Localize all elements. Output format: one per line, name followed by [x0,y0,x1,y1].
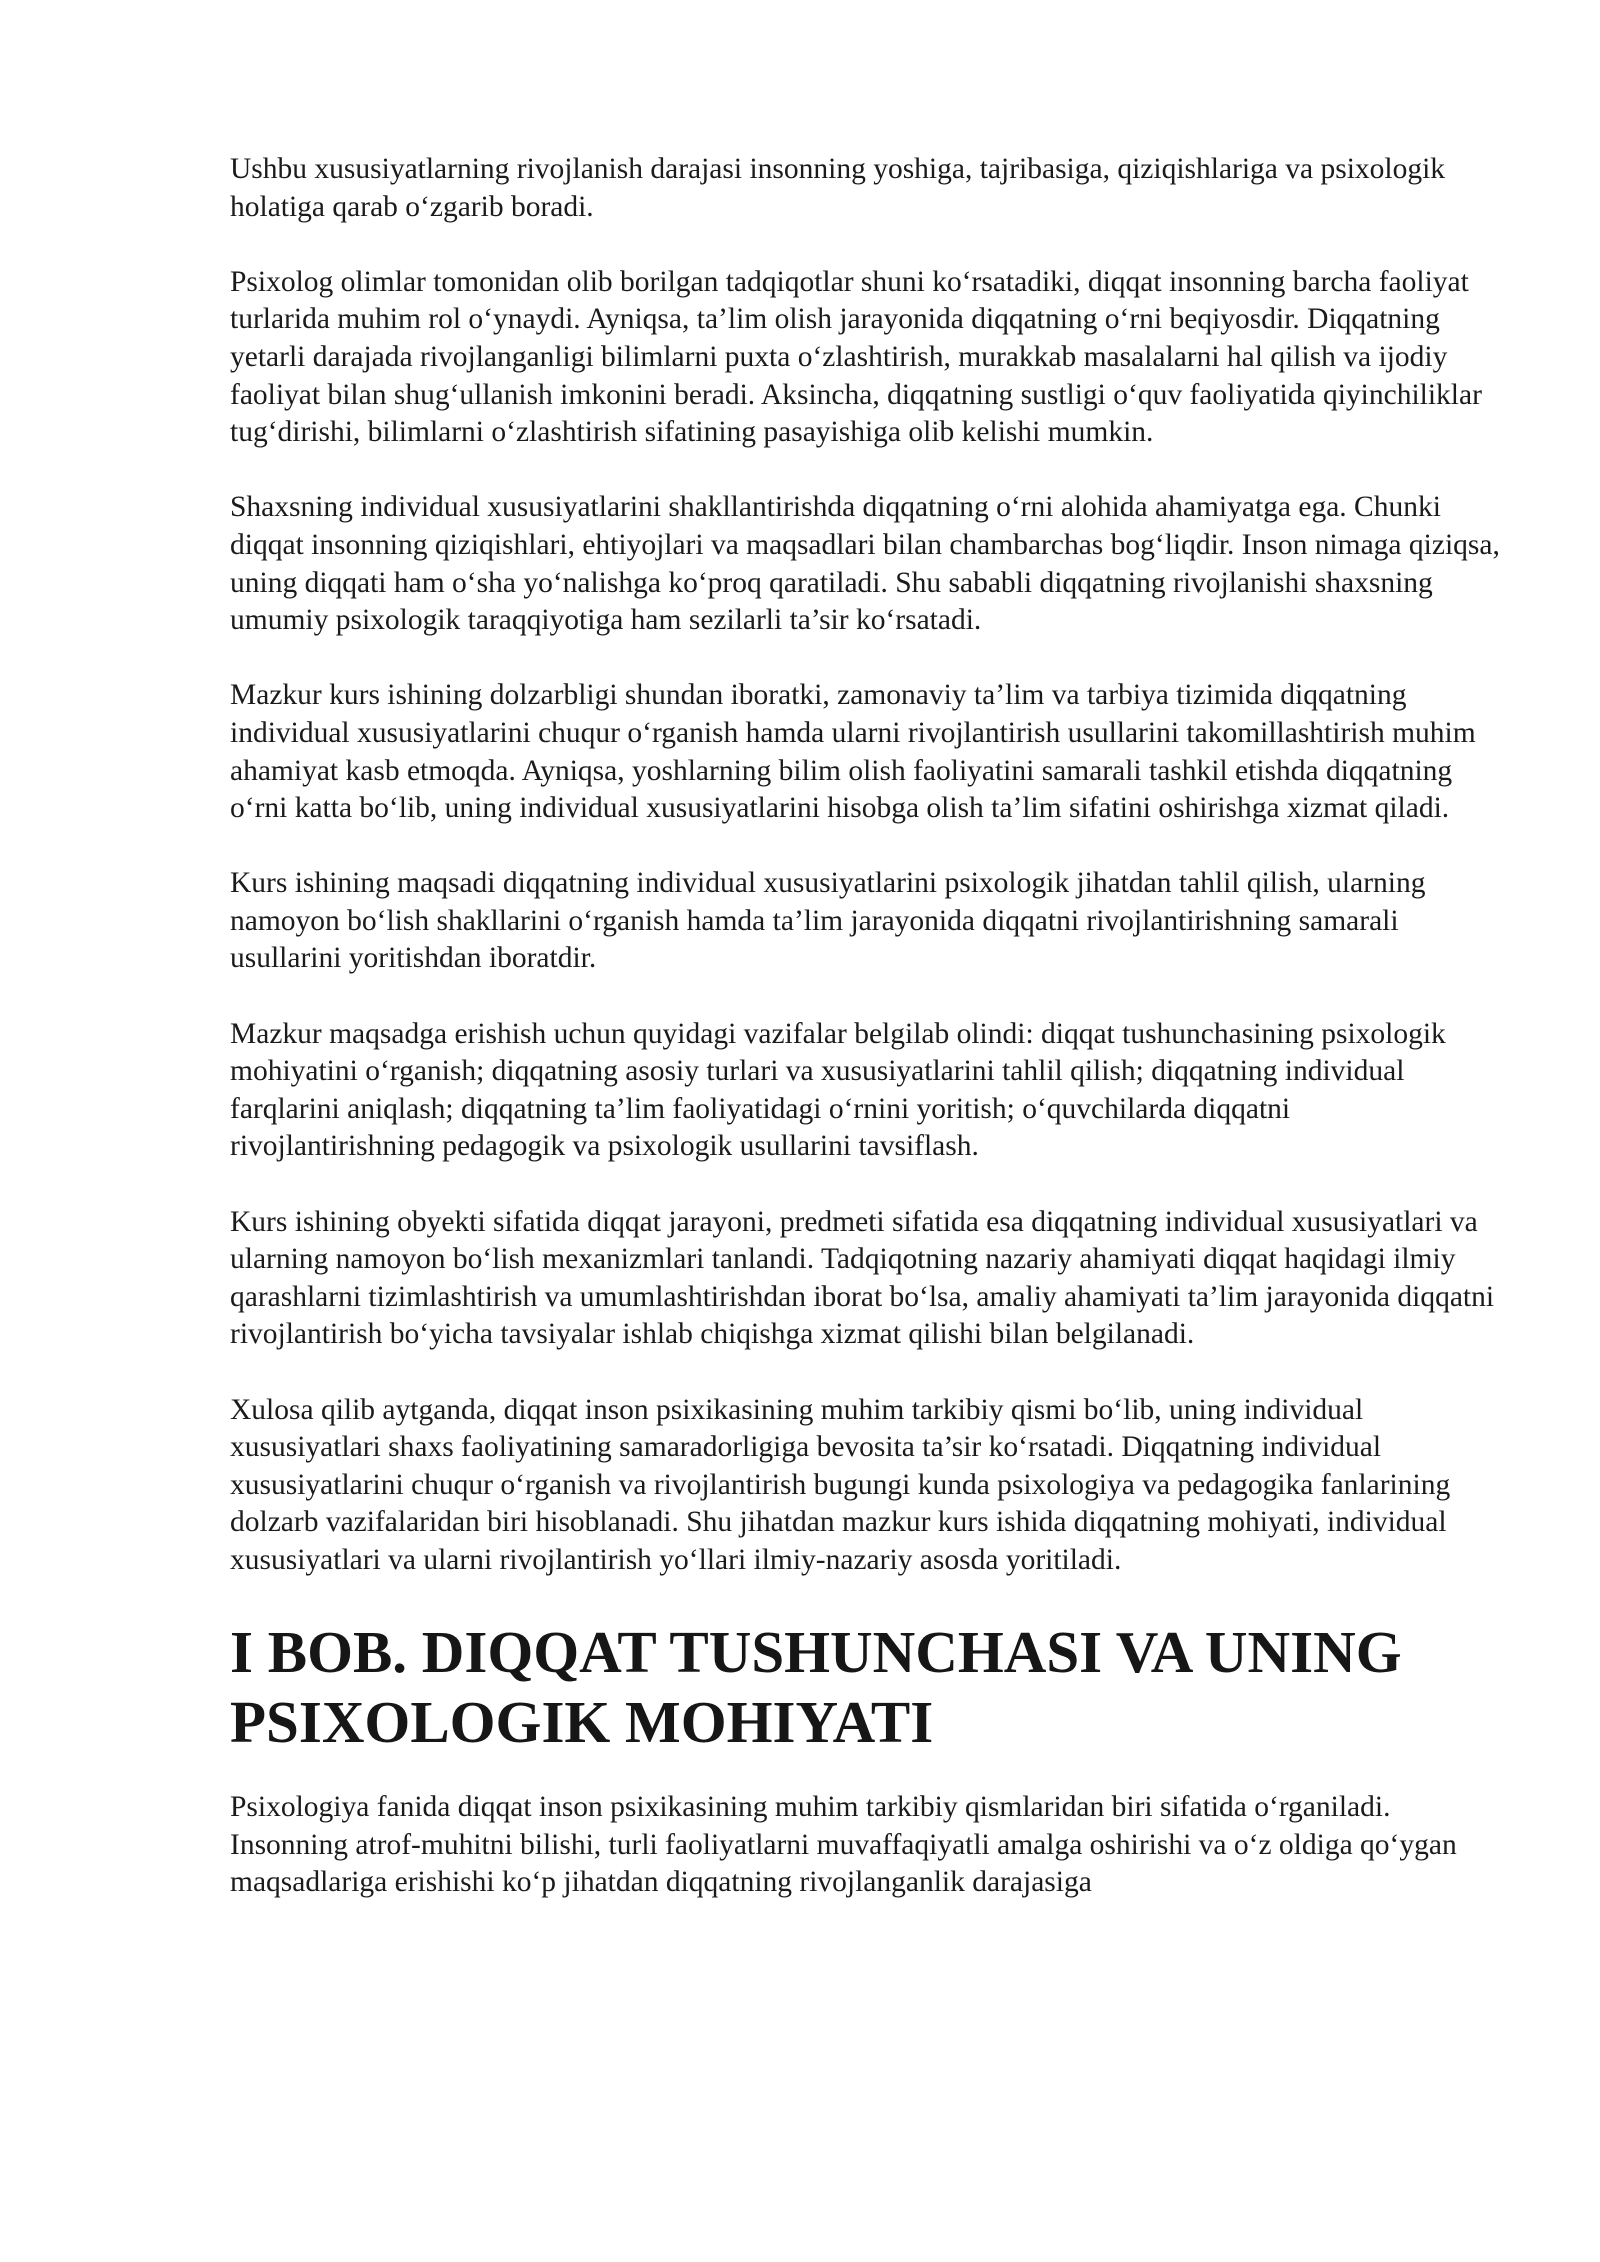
chapter-heading: I BOB. DIQQAT TUSHUNCHASI VA UNING PSIXOLOGIK MOHIYATI [230,1619,1402,1756]
body-paragraph: Ushbu xususiyatlarning rivojlanish darajasi insonning yoshiga, tajribasiga, qiziqishlariga va psixologik holatiga qarab o‘zgarib boradi. [230,153,1446,223]
body-paragraph: Mazkur maqsadga erishish uchun quyidagi vazifalar belgilab olindi: diqqat tushunchasining psixologik mohiyatini o‘rganish; diqqatning asosiy turlari va xususiyatlarini tahlil qilish; diqqatning individual farqlarini aniqlash; diqqatning ta’lim faoliyatidagi o‘rnini yoritish; o‘quvchilarda diqqatni rivojlantirishning pedagogik va psixologik usullarini tavsiflash. [230,1017,1446,1163]
body-paragraph: Kurs ishining maqsadi diqqatning individual xususiyatlarini psixologik jihatdan tahlil qilish, ularning namoyon bo‘lish shakllarini o‘rganish hamda ta’lim jarayonida diqqatni rivojlantirishning samarali usullarini yoritishdan iboratdir. [230,867,1426,975]
body-paragraph: Psixolog olimlar tomonidan olib borilgan tadqiqotlar shuni ko‘rsatadiki, diqqat insonning barcha faoliyat turlarida muhim rol o‘ynaydi. Ayniqsa, ta’lim olish jarayonida diqqatning o‘rni beqiyosdir. Diqqatning yetarli darajada rivojlanganligi bilimlarni puxta o‘zlashtirish, murakkab masalalarni hal qilish va ijodiy faoliyat bilan shug‘ullanish imkonini beradi. Aksincha, diqqatning sustligi o‘quv faoliyatida qiyinchiliklar tug‘dirishi, bilimlarni o‘zlashtirish sifatining pasayishiga olib kelishi mumkin. [230,265,1482,449]
body-paragraph: Kurs ishining obyekti sifatida diqqat jarayoni, predmeti sifatida esa diqqatning individual xususiyatlari va ularning namoyon bo‘lish mexanizmlari tanlandi. Tadqiqotning nazariy ahamiyati diqqat haqidagi ilmiy qarashlarni tizimlashtirish va umumlashtirishdan iborat bo‘lsa, amaliy ahamiyati ta’lim jarayonida diqqatni rivojlantirish bo‘yicha tavsiyalar ishlab chiqishga xizmat qilishi bilan belgilanadi. [230,1205,1495,1351]
document-body [230,151,1500,1940]
body-paragraph: Xulosa qilib aytganda, diqqat inson psixikasining muhim tarkibiy qismi bo‘lib, uning individual xususiyatlari shaxs faoliyatining samaradorligiga bevosita ta’sir ko‘rsatadi. Diqqatning individual xususiyatlarini chuqur o‘rganish va rivojlantirish bugungi kunda psixologiya va pedagogika fanlarining dolzarb vazifalaridan biri hisoblanadi. Shu jihatdan mazkur kurs ishida diqqatning mohiyati, individual xususiyatlari va ularni rivojlantirish yo‘llari ilmiy-nazariy asosda yoritiladi. [230,1393,1451,1576]
body-paragraph: Shaxsning individual xususiyatlarini shakllantirishda diqqatning o‘rni alohida ahamiyatga ega. Chunki diqqat insonning qiziqishlari, ehtiyojlari va maqsadlari bilan chambarchas bog‘liqdir. Inson nimaga qiziqsa, uning diqqati ham o‘sha yo‘nalishga ko‘proq qaratiladi. Shu sababli diqqatning rivojlanishi shaxsning umumiy psixologik taraqqiyotiga ham sezilarli ta’sir ko‘rsatadi. [230,491,1500,637]
chapter-paragraph: Psixologiya fanida diqqat inson psixikasining muhim tarkibiy qismlaridan biri sifatida o‘rganiladi. Insonning atrof-muhitni bilishi, turli faoliyatlarni muvaffaqiyatli amalga oshirishi va o‘z oldiga qo‘ygan maqsadlariga erishishi ko‘p jihatdan diqqatning rivojlanganlik darajasiga [230,1791,1457,1899]
body-paragraph: Mazkur kurs ishining dolzarbligi shundan iboratki, zamonaviy ta’lim va tarbiya tizimida diqqatning individual xususiyatlarini chuqur o‘rganish hamda ularni rivojlantirish usullarini takomillashtirish muhim ahamiyat kasb etmoqda. Ayniqsa, yoshlarning bilim olish faoliyatini samarali tashkil etishda diqqatning o‘rni katta bo‘lib, uning individual xususiyatlarini hisobga olish ta’lim sifatini oshirishga xizmat qiladi. [230,679,1476,825]
